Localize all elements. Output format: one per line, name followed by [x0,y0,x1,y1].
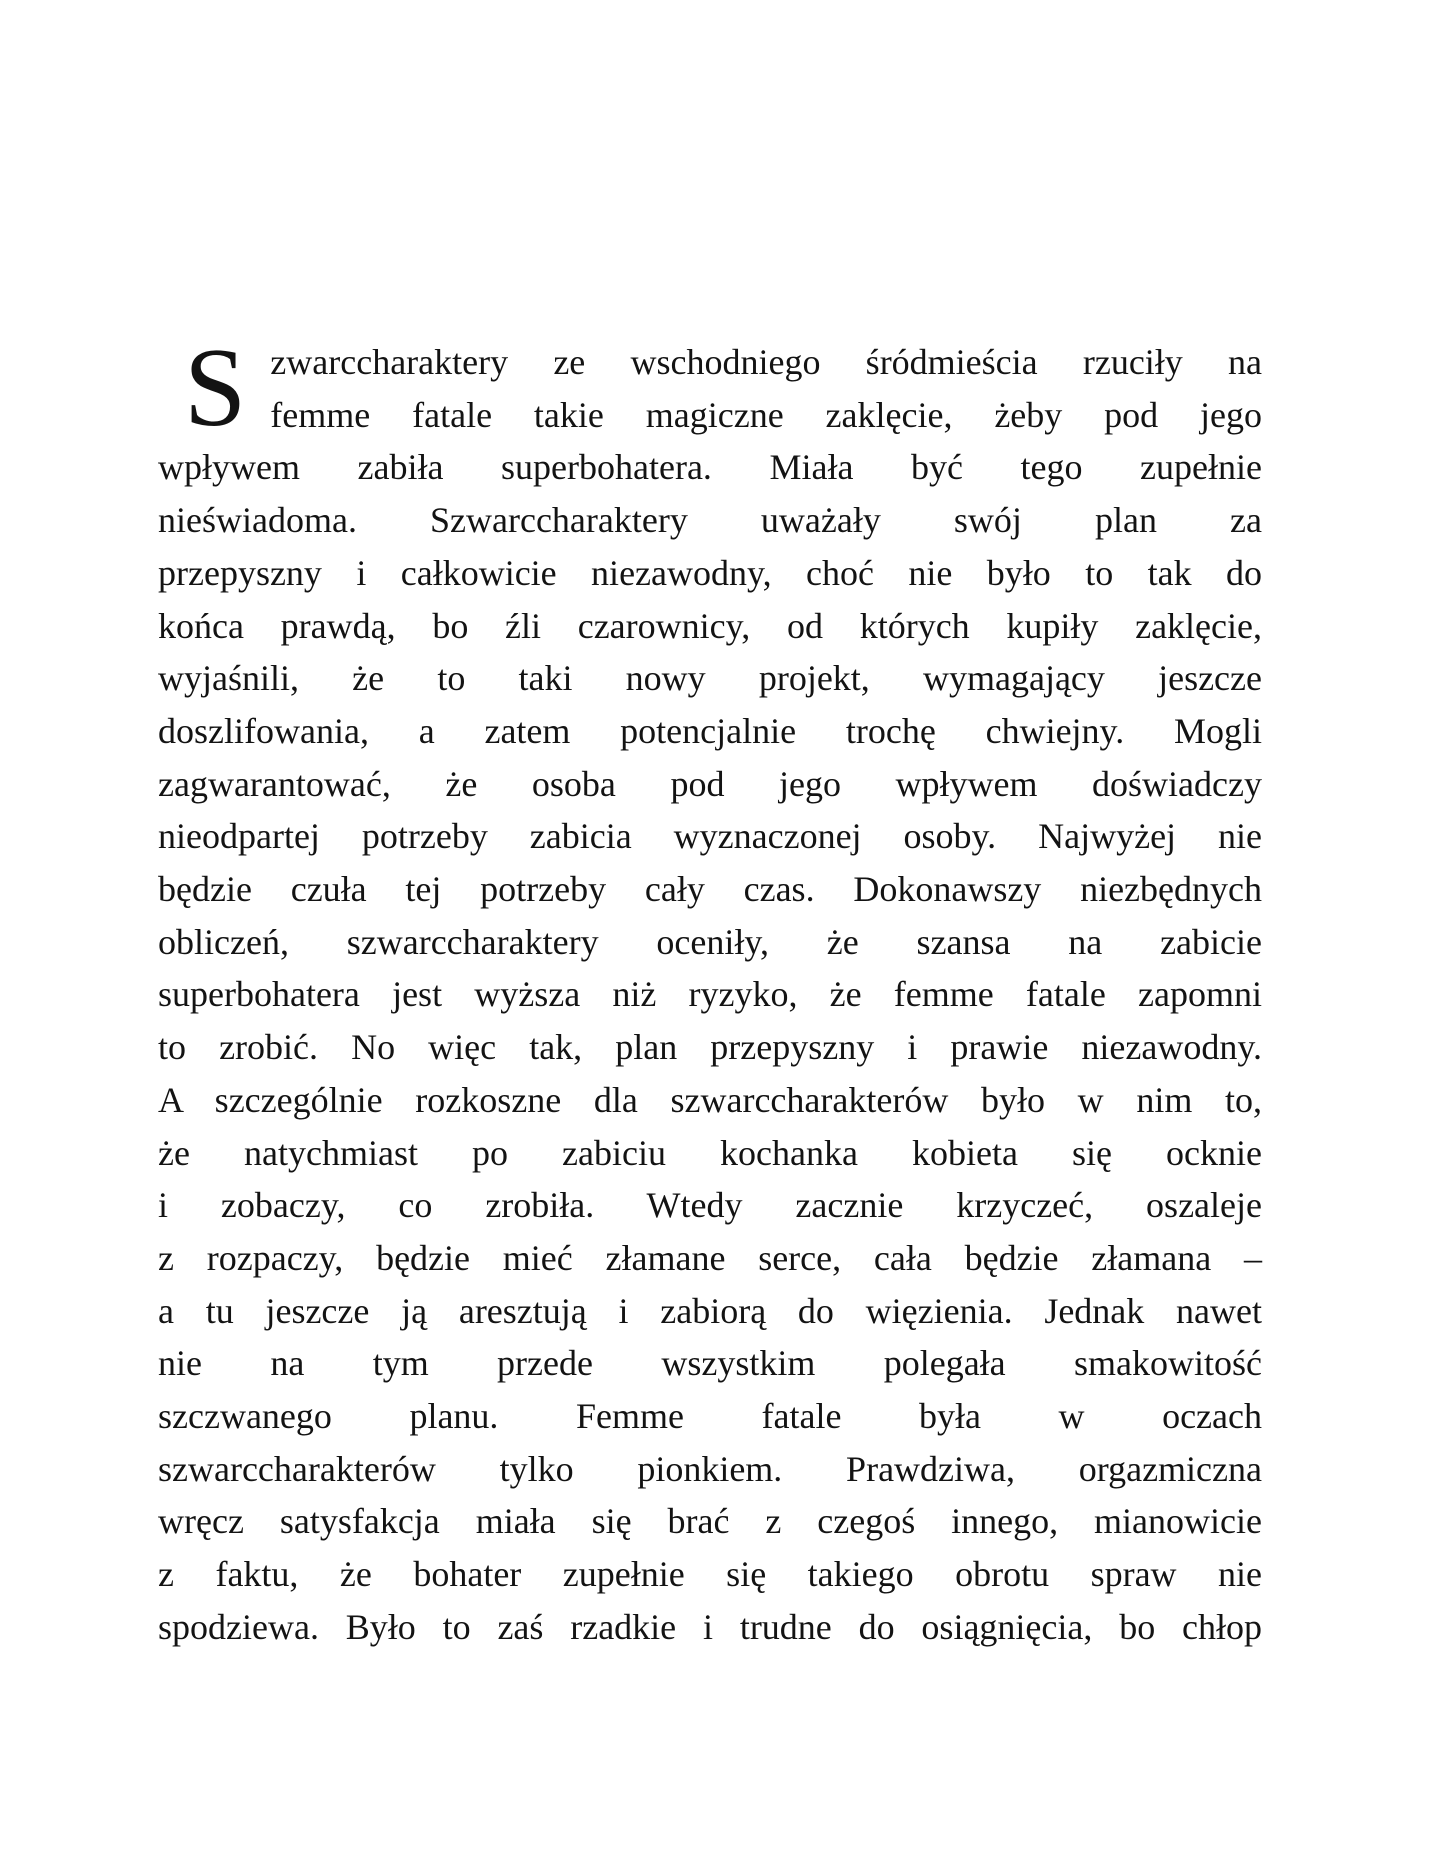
text-line: szwarccharakterów tylko pionkiem. Prawdziwa, orgazmiczna [158,1448,1262,1489]
text-line: nieodpartej potrzeby zabicia wyznaczonej osoby. Najwyżej nie [158,816,1262,857]
text-line: obliczeń, szwarccharaktery oceniły, że szansa na zabicie [158,921,1262,962]
text-line: superbohatera jest wyższa niż ryzyko, że femme fatale zapomni [158,974,1262,1015]
text-line: będzie czuła tej potrzeby cały czas. Dokonawszy niezbędnych [158,869,1262,910]
text-line: to zrobić. No więc tak, plan przepyszny i prawie niezawodny. [158,1027,1262,1068]
text-line: końca prawdą, bo źli czarownicy, od których kupiły zaklęcie, [158,605,1262,646]
drop-cap: S [184,326,247,450]
text-line: wyjaśnili, że to taki nowy projekt, wymagający jeszcze [158,658,1262,699]
text-line: doszlifowania, a zatem potencjalnie trochę chwiejny. Mogli [158,710,1262,751]
text-line: a tu jeszcze ją aresztują i zabiorą do więzienia. Jednak nawet [158,1290,1262,1331]
text-line: szczwanego planu. Femme fatale była w oczach [158,1396,1262,1437]
text-line: zagwarantować, że osoba pod jego wpływem doświadczy [158,763,1262,804]
text-line: z rozpaczy, będzie mieć złamane serce, cała będzie złamana – [158,1237,1262,1278]
text-line: z faktu, że bohater zupełnie się takiego obrotu spraw nie [158,1554,1262,1595]
text-line: że natychmiast po zabiciu kochanka kobieta się ocknie [158,1132,1262,1173]
text-line: wpływem zabiła superbohatera. Miała być tego zupełnie [158,447,1262,488]
text-line: A szczególnie rozkoszne dla szwarccharakterów było w nim to, [158,1079,1262,1120]
text-line: nieświadoma. Szwarccharaktery uważały swój plan za [158,500,1262,541]
text-line: nie na tym przede wszystkim polegała smakowitość [158,1343,1262,1384]
body-paragraph [158,326,1262,1654]
text-line: zwarccharaktery ze wschodniego śródmieścia rzuciły na [270,342,1262,382]
text-line: i zobaczy, co zrobiła. Wtedy zacznie krzyczeć, oszaleje [158,1185,1262,1226]
text-line: spodziewa. Było to zaś rzadkie i trudne do osiągnięcia, bo chłop [158,1606,1262,1647]
text-line: femme fatale takie magiczne zaklęcie, żeby pod jego [270,394,1262,435]
text-line: przepyszny i całkowicie niezawodny, choć nie było to tak do [158,552,1262,593]
text-line: wręcz satysfakcja miała się brać z czegoś innego, mianowicie [158,1501,1262,1542]
